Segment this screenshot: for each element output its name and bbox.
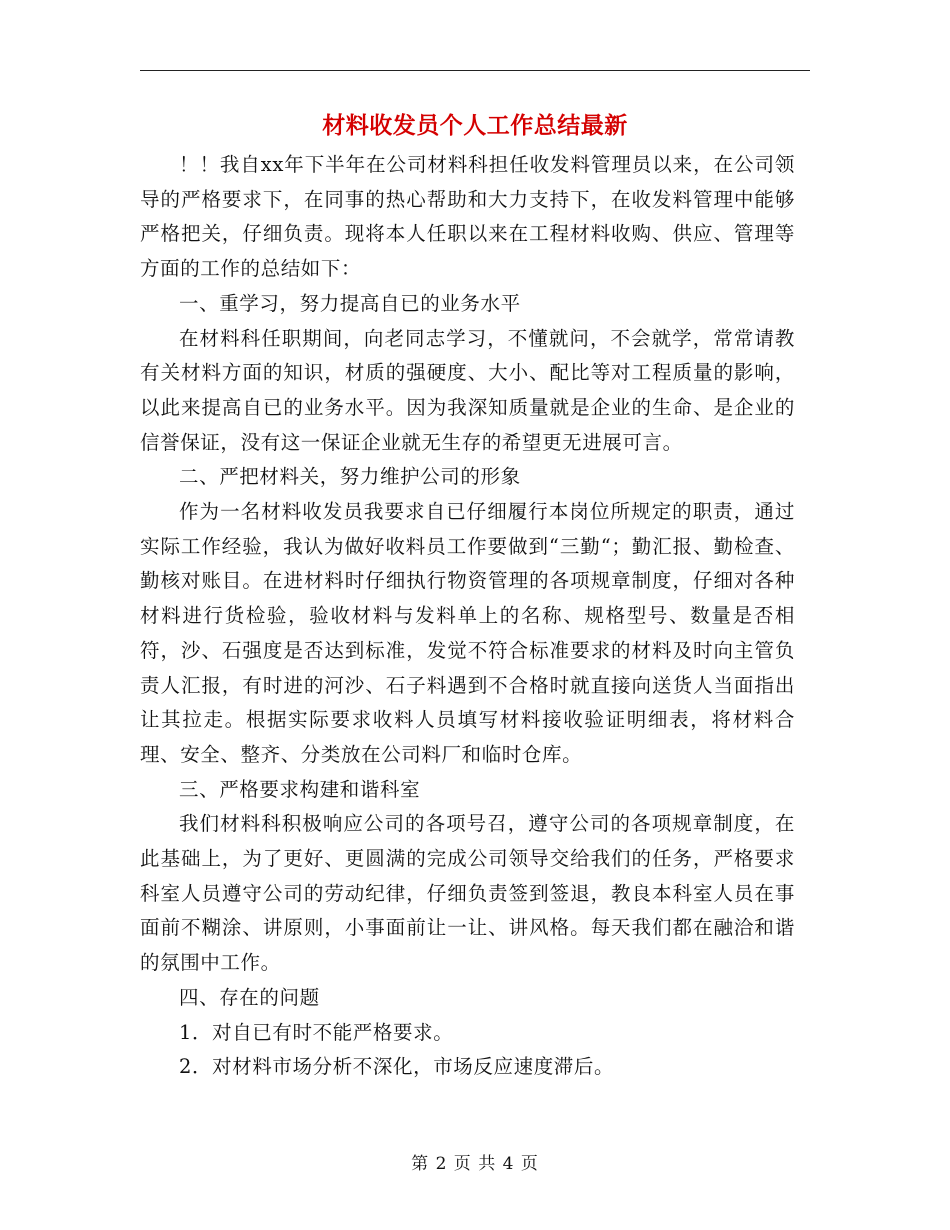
- document-body: [140, 148, 795, 1085]
- paragraph-section-1: 在材料科任职期间，向老同志学习，不懂就问，不会就学，常常请教有关材料方面的知识，材质的强硬度、大小、配比等对工程质量的影响，以此来提高自已的业务水平。因为我深知质量就是企业的生命、是企业的信誉保证，没有这一保证企业就无生存的希望更无进展可言。: [140, 326, 795, 454]
- paragraph-section-3: 我们材料科积极响应公司的各项号召，遵守公司的各项规章制度，在此基础上，为了更好、更圆满的完成公司领导交给我们的任务，严格要求科室人员遵守公司的劳动纪律，仔细负责签到签退，教良本科室人员在事面前不糊涂、讲原则，小事面前让一让、讲风格。每天我们都在融洽和谐的氛围中工作。: [140, 812, 795, 975]
- paragraph-section-2: 作为一名材料收发员我要求自已仔细履行本岗位所规定的职责，通过实际工作经验，我认为做好收料员工作要做到“三勤“；勤汇报、勤检查、勤核对账目。在进材料时仔细执行物资管理的各项规章制度，仔细对各种材料进行货检验，验收材料与发料单上的名称、规格型号、数量是否相符，沙、石强度是否达到标准，发觉不符合标准要求的材料及时向主管负责人汇报，有时进的河沙、石子料遇到不合格时就直接向送货人当面指出让其拉走。根据实际要求收料人员填写材料接收验证明细表，将材料合理、安全、整齐、分类放在公司料厂和临时仓库。: [140, 500, 795, 766]
- paragraph-intro: ！！我自xx年下半年在公司材料科担任收发料管理员以来，在公司领导的严格要求下，在同事的热心帮助和大力支持下，在收发料管理中能够严格把关，仔细负责。现将本人任职以来在工程材料收购、供应、管理等方面的工作的总结如下：: [140, 153, 795, 281]
- heading-section-3: 三、严格要求构建和谐科室: [179, 777, 421, 801]
- header-rule: [140, 70, 810, 71]
- heading-section-4: 四、存在的问题: [179, 985, 320, 1009]
- heading-section-2: 二、严把材料关，努力维护公司的形象: [179, 465, 521, 489]
- page-number-footer: 第 2 页 共 4 页: [411, 1154, 539, 1174]
- list-item-issue-1: 1．对自已有时不能严格要求。: [179, 1020, 454, 1044]
- list-item-issue-2: 2．对材料市场分析不深化，市场反应速度滞后。: [179, 1055, 615, 1079]
- heading-section-1: 一、重学习，努力提高自已的业务水平: [179, 291, 521, 315]
- document-title: 材料收发员个人工作总结最新: [322, 112, 628, 139]
